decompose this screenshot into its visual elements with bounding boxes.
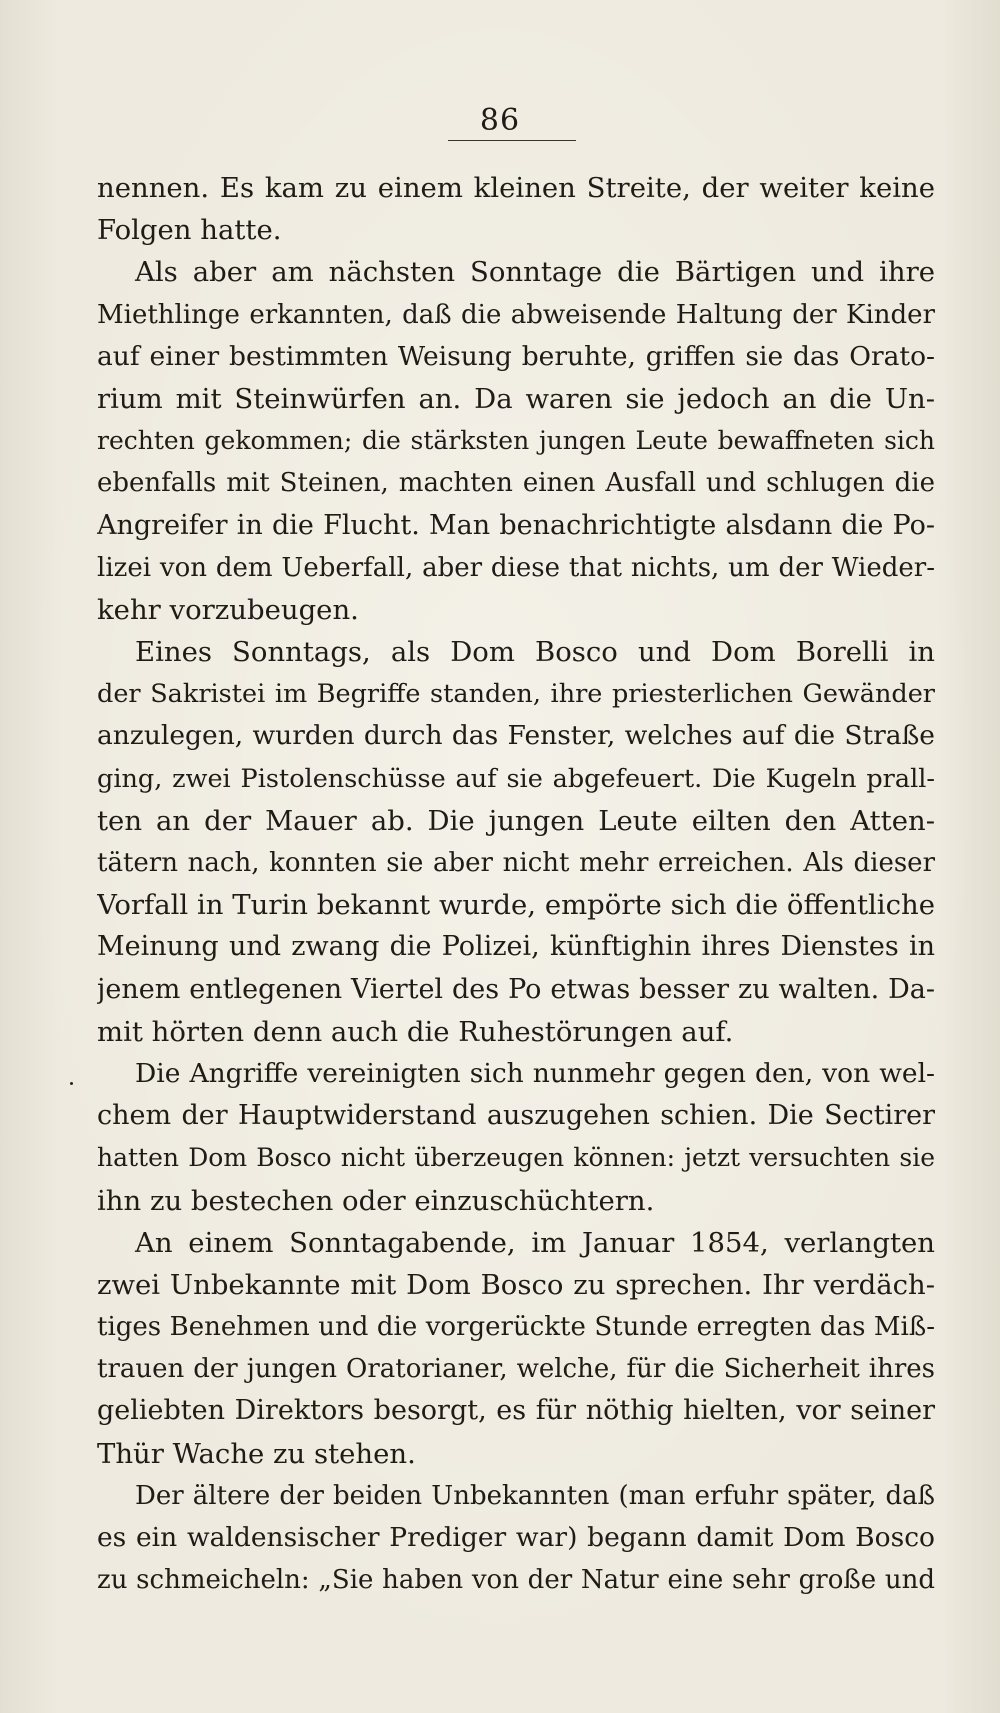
- text-line: Die Angriffe vereinigten sich nunmehr gegen den, von wel-: [135, 1057, 935, 1089]
- text-line: lizei von dem Ueberfall, aber diese that nichts, um der Wieder-: [97, 552, 935, 583]
- text-line: An einem Sonntagabende, im Januar 1854, verlangten: [135, 1226, 935, 1259]
- text-line: Folgen hatte.: [97, 214, 282, 247]
- text-line: ten an der Mauer ab. Die jungen Leute eilten den Atten-: [97, 804, 935, 837]
- text-line: ging, zwei Pistolenschüsse auf sie abgefeuert. Die Kugeln prall-: [97, 763, 935, 794]
- text-line: hatten Dom Bosco nicht überzeugen können: jetzt versuchten sie: [97, 1143, 935, 1173]
- text-line: der Sakristei im Begriffe standen, ihre priesterlichen Gewänder: [97, 679, 935, 710]
- text-line: trauen der jungen Oratorianer, welche, für die Sicherheit ihres: [97, 1354, 935, 1385]
- text-line: geliebten Direktors besorgt, es für nöthig hielten, vor seiner: [97, 1395, 935, 1427]
- text-line: rechten gekommen; die stärksten jungen Leute bewaffneten sich: [97, 426, 935, 456]
- text-line: tätern nach, konnten sie aber nicht mehr erreichen. Als dieser: [97, 848, 935, 878]
- text-line: Miethlinge erkannten, daß die abweisende Haltung der Kinder: [97, 299, 935, 330]
- text-line: nennen. Es kam zu einem kleinen Streite, der weiter keine: [97, 172, 935, 204]
- text-line: tiges Benehmen und die vorgerückte Stunde erregten das Miß-: [97, 1312, 935, 1343]
- text-line: anzulegen, wurden durch das Fenster, welches auf die Straße: [97, 720, 935, 752]
- text-line: ebenfalls mit Steinen, machten einen Ausfall und schlugen die: [97, 468, 935, 499]
- text-line: Meinung und zwang die Polizei, künftighin ihres Dienstes in: [97, 931, 935, 963]
- page-number: 86: [479, 103, 521, 138]
- text-line: kehr vorzubeugen.: [97, 593, 359, 626]
- text-line: Angreifer in die Flucht. Man benachrichtigte alsdann die Po-: [97, 509, 935, 541]
- text-line: zu schmeicheln: „Sie haben von der Natur eine sehr große und: [97, 1565, 935, 1596]
- text-line: Als aber am nächsten Sonntage die Bärtigen und ihre: [135, 256, 935, 289]
- text-line: auf einer bestimmten Weisung beruhte, griffen sie das Orato-: [97, 340, 935, 372]
- header-rule: [448, 140, 576, 141]
- text-line: mit hörten denn auch die Ruhestörungen auf.: [97, 1015, 734, 1048]
- body-text: [97, 167, 935, 1601]
- text-line: rium mit Steinwürfen an. Da waren sie jedoch an die Un-: [97, 382, 935, 415]
- text-line: Der ältere der beiden Unbekannten (man erfuhr später, daß: [135, 1480, 935, 1511]
- text-line: Thür Wache zu stehen.: [97, 1437, 416, 1470]
- text-line: es ein waldensischer Prediger war) begann damit Dom Bosco: [97, 1522, 935, 1553]
- text-line: zwei Unbekannte mit Dom Bosco zu sprechen. Ihr verdäch-: [97, 1268, 935, 1301]
- text-line: chem der Hauptwiderstand auszugehen schien. Die Sectirer: [97, 1100, 935, 1132]
- text-line: Vorfall in Turin bekannt wurde, empörte sich die öffentliche: [97, 889, 935, 922]
- ink-speck: [70, 1082, 73, 1085]
- text-line: Eines Sonntags, als Dom Bosco und Dom Borelli in: [135, 636, 935, 669]
- text-line: jenem entlegenen Viertel des Po etwas besser zu walten. Da-: [97, 973, 935, 1005]
- text-line: ihn zu bestechen oder einzuschüchtern.: [97, 1184, 655, 1217]
